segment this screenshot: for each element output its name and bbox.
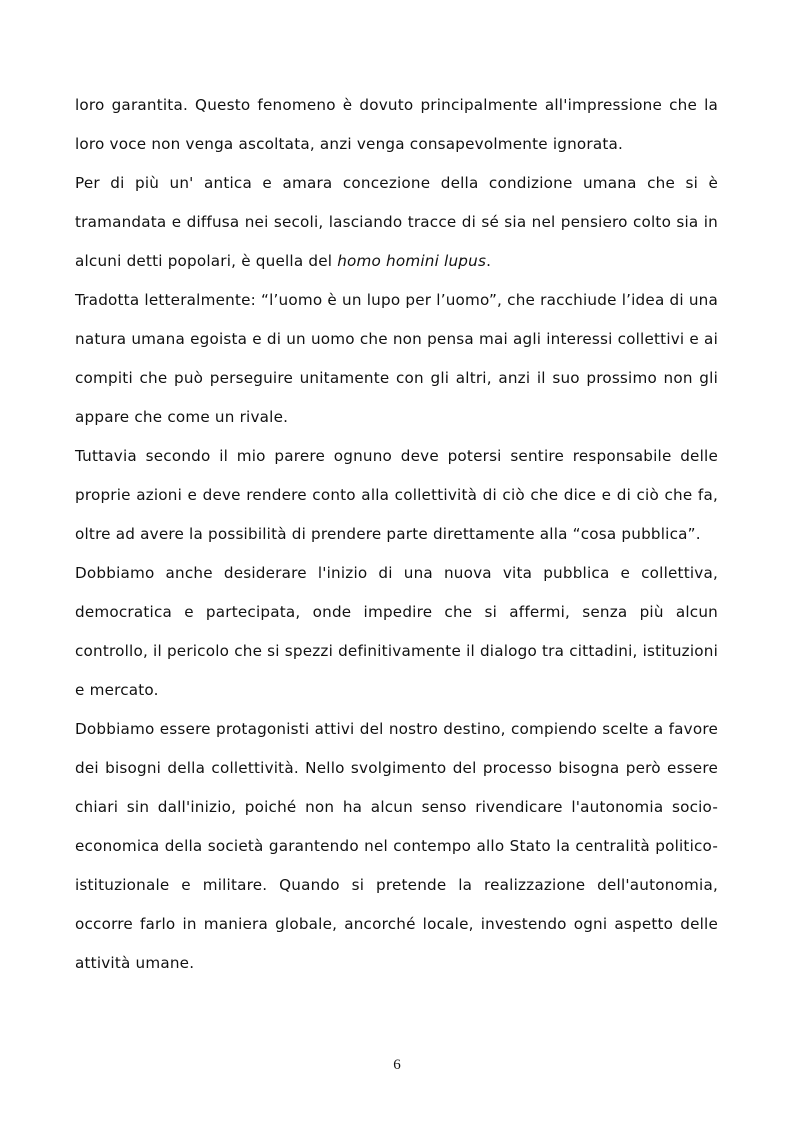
paragraph-5: Dobbiamo anche desiderare l'inizio di una nuova vita pubblica e collettiva, democratica e partecipata, onde impedire che si affermi, senza più alcun controllo, il pericolo che si spezzi definitivamente il dialogo tra cittadini, istituzioni e mercato. <box>75 564 718 699</box>
paragraph-2 <box>75 164 718 281</box>
paragraph-2-end: . <box>486 252 492 270</box>
paragraph-3: Tradotta letteralmente: “l’uomo è un lupo per l’uomo”, che racchiude l’idea di una natura umana egoista e di un uomo che non pensa mai agli interessi collettivi e ai compiti che può perseguire unitamente con gli altri, anzi il suo prossimo non gli appare che come un rivale. <box>75 291 718 426</box>
page-number: 6 <box>393 1057 401 1073</box>
paragraph-1: loro garantita. Questo fenomeno è dovuto principalmente all'impressione che la loro voce non venga ascoltata, anzi venga consapevolmente ignorata. <box>75 96 718 153</box>
paragraph-6: Dobbiamo essere protagonisti attivi del nostro destino, compiendo scelte a favore dei bisogni della collettività. Nello svolgimento del processo bisogna però essere chiari sin dall'inizio, poiché non ha alcun senso rivendicare l'autonomia socio-economica della società garantendo nel contempo allo Stato la centralità politico-istituzionale e militare. Quando si pretende la realizzazione dell'autonomia, occorre farlo in maniera globale, ancorché locale, investendo ogni aspetto delle attività umane. <box>75 720 718 972</box>
latin-phrase: homo homini lupus <box>337 252 487 270</box>
paragraph-4: Tuttavia secondo il mio parere ognuno deve potersi sentire responsabile delle proprie azioni e deve rendere conto alla collettività di ciò che dice e di ciò che fa, oltre ad avere la possibilità di prendere parte direttamente alla “cosa pubblica”. <box>75 447 718 543</box>
document-body <box>75 86 718 983</box>
paragraph-2-text: Per di più un' antica e amara concezione della condizione umana che si è tramandata e diffusa nei secoli, lasciando tracce di sé sia nel pensiero colto sia in alcuni detti popolari, è quella del <box>75 174 718 270</box>
